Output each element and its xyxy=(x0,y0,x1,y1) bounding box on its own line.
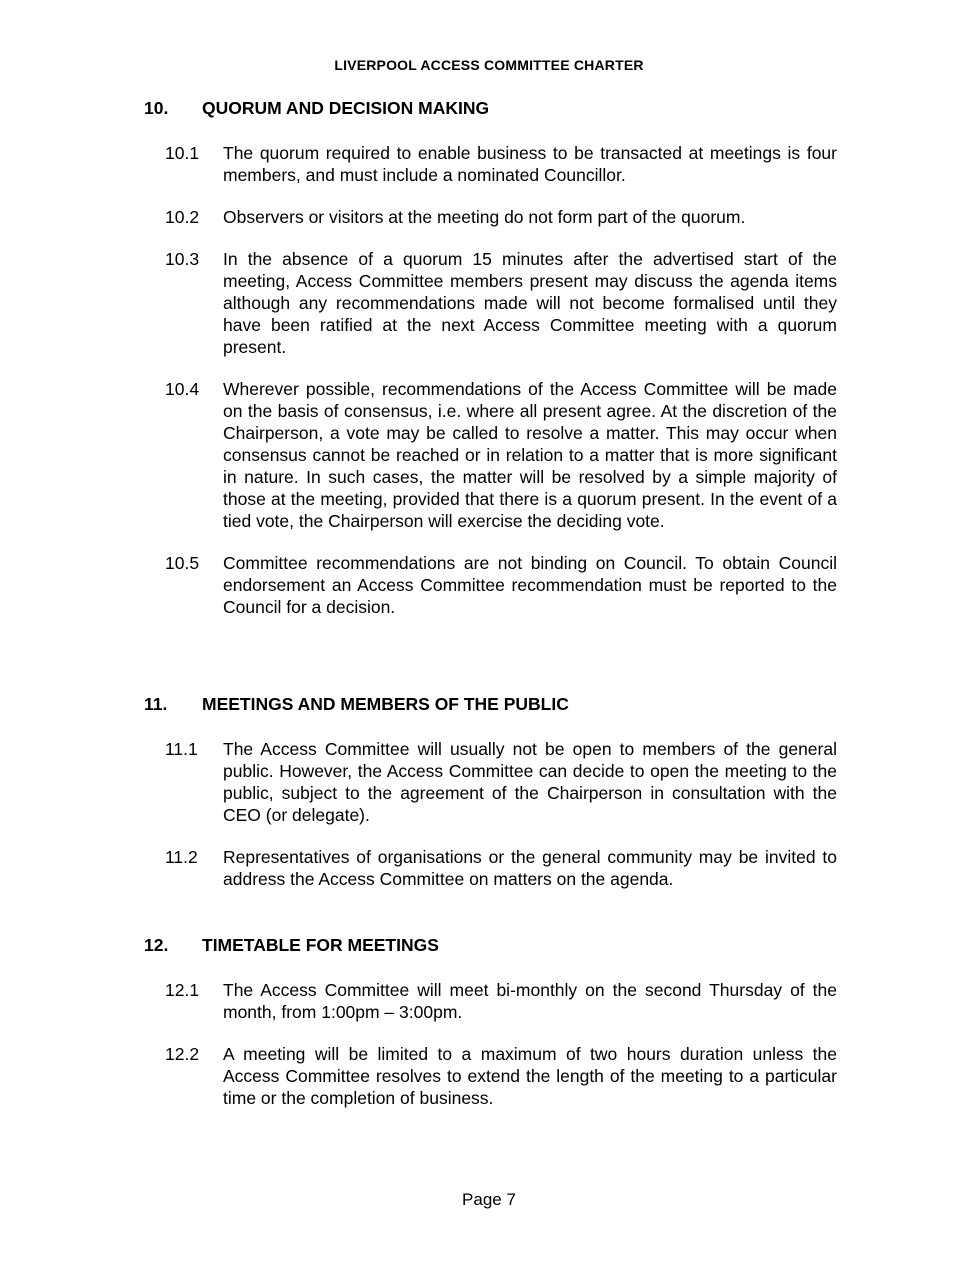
clause-number: 10.3 xyxy=(165,249,200,269)
section-number: 11. xyxy=(144,694,168,714)
clause-number: 12.1 xyxy=(165,980,200,1000)
clause-number: 12.2 xyxy=(165,1044,200,1064)
page-number: Page 7 xyxy=(462,1190,516,1209)
clause-11-2 xyxy=(0,846,978,890)
clause-number: 10.1 xyxy=(165,143,200,163)
clause-number: 11.1 xyxy=(165,739,198,759)
clause-12-1 xyxy=(0,979,978,1023)
clause-text: A meeting will be limited to a maximum of two hours duration unless the Access Committee resolves to extend the length of the meeting to a particular time or the completion of business. xyxy=(223,1044,837,1108)
clause-text: The Access Committee will usually not be open to members of the general public. However, the Access Committee can decide to open the meeting to the public, subject to the agreement of the Chairperson in consultation with the CEO (or delegate). xyxy=(223,739,837,825)
section-timetable-for-meetings xyxy=(0,935,978,1109)
section-title: MEETINGS AND MEMBERS OF THE PUBLIC xyxy=(202,694,569,714)
clause-text: Committee recommendations are not binding on Council. To obtain Council endorsement an Access Committee recommendation must be reported to the Council for a decision. xyxy=(223,553,837,617)
clause-11-1 xyxy=(0,738,978,826)
clause-text: In the absence of a quorum 15 minutes after the advertised start of the meeting, Access Committee members present may discuss the agenda items although any recommendations made will not become formalised until they have been ratified at the next Access Committee meeting with a quorum present. xyxy=(223,249,837,357)
clause-text: Observers or visitors at the meeting do not form part of the quorum. xyxy=(223,207,746,227)
clause-text: Representatives of organisations or the general community may be invited to address the Access Committee on matters on the agenda. xyxy=(223,847,837,889)
clause-10-1 xyxy=(0,142,978,186)
clause-10-3 xyxy=(0,248,978,358)
clause-number: 10.5 xyxy=(165,553,200,573)
section-quorum-and-decision-making xyxy=(0,98,978,618)
clause-text: The Access Committee will meet bi-monthly on the second Thursday of the month, from 1:00pm – 3:00pm. xyxy=(223,980,837,1022)
section-heading xyxy=(0,694,978,718)
section-heading xyxy=(0,98,978,122)
clause-number: 10.4 xyxy=(165,379,200,399)
section-number: 12. xyxy=(144,935,169,955)
clause-10-2 xyxy=(0,206,978,228)
document-header: LIVERPOOL ACCESS COMMITTEE CHARTER xyxy=(334,57,644,73)
clause-10-5 xyxy=(0,552,978,618)
section-meetings-and-members-of-the-public xyxy=(0,694,978,890)
section-number: 10. xyxy=(144,98,169,118)
section-heading xyxy=(0,935,978,959)
clause-text: The quorum required to enable business to be transacted at meetings is four members, and must include a nominated Councillor. xyxy=(223,143,837,185)
clause-number: 11.2 xyxy=(165,847,198,867)
section-title: QUORUM AND DECISION MAKING xyxy=(202,98,490,118)
clause-12-2 xyxy=(0,1043,978,1109)
clause-text: Wherever possible, recommendations of the Access Committee will be made on the basis of consensus, i.e. where all present agree. At the discretion of the Chairperson, a vote may be called to resolve a matter. This may occur when consensus cannot be reached or in relation to a matter that is more significant in nature. In such cases, the matter will be resolved by a simple majority of those at the meeting, provided that there is a quorum present. In the event of a tied vote, the Chairperson will exercise the deciding vote. xyxy=(223,379,837,531)
section-title: TIMETABLE FOR MEETINGS xyxy=(202,935,439,955)
clause-number: 10.2 xyxy=(165,207,200,227)
clause-10-4 xyxy=(0,378,978,532)
